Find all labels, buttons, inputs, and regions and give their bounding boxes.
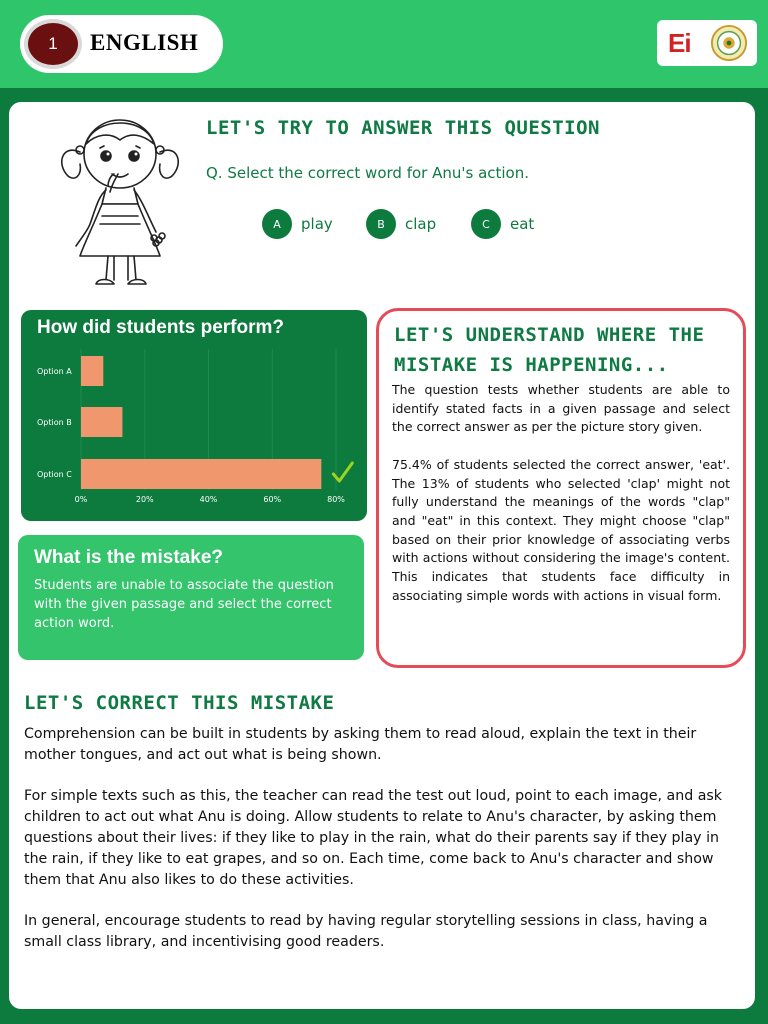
correct-paragraph: In general, encourage students to read by having regular storytelling sessions in class, having a small class library, and incentivising good readers. [24,913,708,950]
correct-paragraph: For simple texts such as this, the teacher can read the test out loud, point to each image, and ask children to act out what Anu is doing. Allow students to relate to Anu's character, by asking them questions about their lives: if they like to play in the rain, what do their parents say if they play in the rain, if they like to eat grapes, and so on. Each time, come back to Anu's character and show them that Anu also likes to do these activities. [24,788,723,888]
performance-title: How did students perform? [37,317,284,338]
chart-tick-label: 60% [263,495,282,504]
understand-text [392,381,730,605]
ei-logo: Ei [668,28,691,58]
understand-paragraph: The question tests whether students are able to identify stated facts in a given passage and select the correct answer as per the picture story given. [392,382,730,435]
option-c[interactable] [471,209,534,239]
chart-category-label: Option C [37,470,72,479]
page-number-badge: 1 [24,19,82,69]
chart-category-label: Option A [37,367,72,376]
correct-text [24,724,742,953]
option-a-label: play [301,215,333,233]
understand-paragraph: 75.4% of students selected the correct answer, 'eat'. The 13% of students who selected 'clap' might not fully understand the meanings of the words "clap" and "eat" in this context. They might choose "clap" based on their prior knowledge of associating verbs with actions without considering the image's content. This indicates that students face difficulty in associating simple words with actions in visual form. [392,456,730,603]
option-c-letter: C [471,209,501,239]
chart-tick-label: 0% [74,495,88,504]
girl-illustration [50,104,190,300]
chart-category-label: Option B [37,418,72,427]
question-heading: LET'S TRY TO ANSWER THIS QUESTION [206,117,600,139]
chart-bar [81,459,321,489]
option-b-letter: B [366,209,396,239]
option-c-label: eat [510,215,535,233]
question-text: Q. Select the correct word for Anu's action. [206,164,530,182]
mistake-text: Students are unable to associate the question with the given passage and select the correct action word. [34,578,334,631]
option-b-label: clap [405,215,437,233]
correct-heading: LET'S CORRECT THIS MISTAKE [24,692,335,714]
chart-tick-label: 20% [135,495,154,504]
correct-paragraph: Comprehension can be built in students by asking them to read aloud, explain the text in their mother tongues, and act out what is being shown. [24,726,697,763]
understand-heading: LET'S UNDERSTAND WHERE THE MISTAKE IS HAPPENING... [394,324,705,376]
option-a-letter: A [262,209,292,239]
subject-title: ENGLISH [90,30,199,55]
state-seal-icon [710,24,748,62]
chart-tick-label: 40% [199,495,218,504]
option-b[interactable] [366,209,436,239]
chart-tick-label: 80% [327,495,345,504]
chart-bar [81,407,122,437]
performance-chart [21,345,367,515]
chart-bar [81,356,103,386]
option-a[interactable] [262,209,333,239]
mistake-title: What is the mistake? [34,547,223,568]
